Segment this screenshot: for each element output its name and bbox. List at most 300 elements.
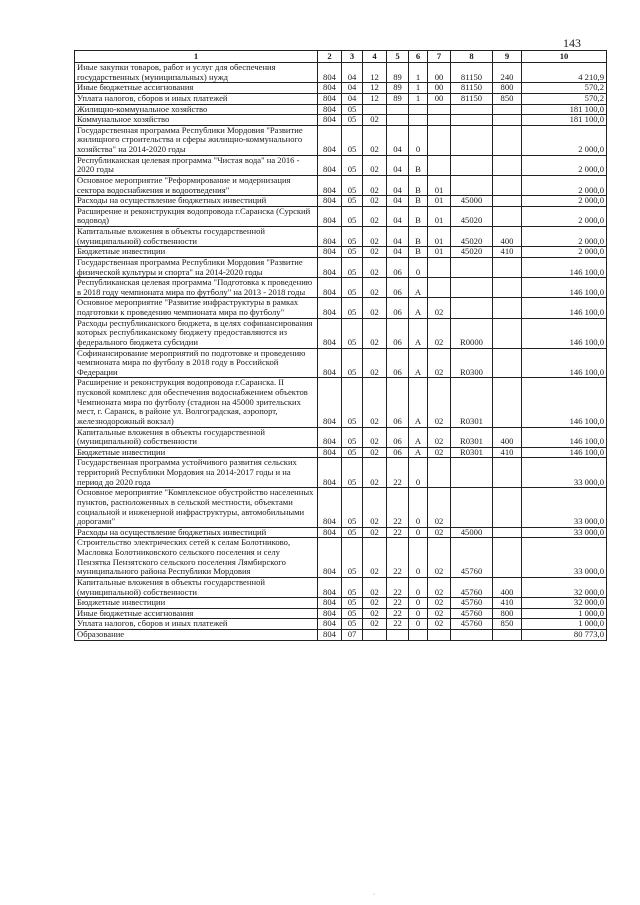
row-code: 04 bbox=[387, 227, 409, 247]
row-code: 804 bbox=[318, 63, 342, 83]
table-row bbox=[75, 458, 607, 488]
row-code: 02 bbox=[363, 206, 387, 226]
table-row bbox=[75, 527, 607, 538]
row-code: 804 bbox=[318, 247, 342, 258]
row-description: Расходы на осуществление бюджетных инвестиций bbox=[75, 196, 318, 207]
row-code bbox=[493, 104, 522, 115]
row-code: 02 bbox=[363, 125, 387, 155]
column-header: 3 bbox=[342, 51, 363, 63]
row-code: 07 bbox=[342, 630, 363, 641]
table-row bbox=[75, 115, 607, 126]
row-amount: 146 100,0 bbox=[522, 318, 607, 348]
row-code bbox=[451, 104, 493, 115]
row-code: 02 bbox=[363, 318, 387, 348]
row-code: 0 bbox=[409, 619, 428, 630]
row-code: 05 bbox=[342, 598, 363, 609]
page-number: 143 bbox=[563, 36, 581, 50]
row-code: 06 bbox=[387, 298, 409, 318]
row-code: 02 bbox=[363, 458, 387, 488]
row-code bbox=[451, 155, 493, 175]
row-description: Государственная программа Республики Мордовия "Развитие жилищного строительства и сферы жилищно-коммунального хозяйства" на 2014-2020 годы bbox=[75, 125, 318, 155]
row-code: 22 bbox=[387, 619, 409, 630]
row-code: 804 bbox=[318, 125, 342, 155]
row-code: А bbox=[409, 427, 428, 447]
row-description: Капитальные вложения в объекты государственной (муниципальной) собственности bbox=[75, 427, 318, 447]
row-code: 240 bbox=[493, 63, 522, 83]
table-row bbox=[75, 63, 607, 83]
row-code: 804 bbox=[318, 348, 342, 378]
table-row bbox=[75, 447, 607, 458]
row-code: 0 bbox=[409, 488, 428, 528]
table-body bbox=[75, 63, 607, 641]
row-code: 22 bbox=[387, 598, 409, 609]
row-amount: 146 100,0 bbox=[522, 427, 607, 447]
row-code: 89 bbox=[387, 63, 409, 83]
row-code: 0 bbox=[409, 598, 428, 609]
table-row bbox=[75, 630, 607, 641]
row-code: 06 bbox=[387, 257, 409, 277]
row-code bbox=[363, 104, 387, 115]
row-code: 410 bbox=[493, 447, 522, 458]
row-code bbox=[493, 527, 522, 538]
table-row bbox=[75, 155, 607, 175]
row-code: 05 bbox=[342, 257, 363, 277]
row-code bbox=[493, 125, 522, 155]
row-code: 804 bbox=[318, 155, 342, 175]
row-code: А bbox=[409, 378, 428, 427]
row-amount: 32 000,0 bbox=[522, 598, 607, 609]
row-code bbox=[493, 298, 522, 318]
row-code: А bbox=[409, 447, 428, 458]
row-code: 02 bbox=[363, 427, 387, 447]
row-code: 12 bbox=[363, 83, 387, 94]
row-code: 06 bbox=[387, 348, 409, 378]
row-code: 05 bbox=[342, 378, 363, 427]
table-row bbox=[75, 318, 607, 348]
row-code: 45020 bbox=[451, 247, 493, 258]
table-row bbox=[75, 227, 607, 247]
row-amount: 146 100,0 bbox=[522, 378, 607, 427]
row-code: 02 bbox=[363, 155, 387, 175]
row-code bbox=[451, 298, 493, 318]
row-code: 850 bbox=[493, 619, 522, 630]
column-header: 4 bbox=[363, 51, 387, 63]
row-code: 02 bbox=[363, 598, 387, 609]
row-description: Расходы на осуществление бюджетных инвестиций bbox=[75, 527, 318, 538]
row-code: 804 bbox=[318, 257, 342, 277]
row-code: 06 bbox=[387, 427, 409, 447]
row-amount: 33 000,0 bbox=[522, 488, 607, 528]
row-code: 410 bbox=[493, 247, 522, 258]
row-code: 04 bbox=[387, 247, 409, 258]
row-code: 06 bbox=[387, 278, 409, 298]
row-code: 02 bbox=[363, 278, 387, 298]
row-amount: 33 000,0 bbox=[522, 538, 607, 578]
row-code: 02 bbox=[363, 608, 387, 619]
row-description: Расширение и реконструкция водопровода г.Саранска. II пусковой комплекс для обеспечения водоснабжением объектов Чемпионата мира по футболу (стадион на 45000 зрительских мест, г. Саранск, в районе ул. Волгоградская, аэропорт, железнодорожный вокзал) bbox=[75, 378, 318, 427]
row-code: 04 bbox=[387, 125, 409, 155]
row-amount: 33 000,0 bbox=[522, 527, 607, 538]
scan-mark: · bbox=[373, 892, 375, 898]
row-code: А bbox=[409, 318, 428, 348]
table-row bbox=[75, 247, 607, 258]
row-code: 04 bbox=[387, 196, 409, 207]
row-code: R0300 bbox=[451, 348, 493, 378]
row-amount: 1 000,0 bbox=[522, 608, 607, 619]
table-row bbox=[75, 83, 607, 94]
row-code: 0 bbox=[409, 458, 428, 488]
row-code: 804 bbox=[318, 378, 342, 427]
row-code: 04 bbox=[387, 206, 409, 226]
row-code bbox=[387, 115, 409, 126]
row-code bbox=[493, 278, 522, 298]
row-code bbox=[493, 175, 522, 195]
row-code: 1 bbox=[409, 93, 428, 104]
row-amount: 80 773,0 bbox=[522, 630, 607, 641]
row-code: 05 bbox=[342, 488, 363, 528]
row-description: Коммунальное хозяйство bbox=[75, 115, 318, 126]
row-description: Республиканская целевая программа "Чистая вода" на 2016 - 2020 годы bbox=[75, 155, 318, 175]
row-amount: 181 100,0 bbox=[522, 104, 607, 115]
row-code: 05 bbox=[342, 247, 363, 258]
column-header: 9 bbox=[493, 51, 522, 63]
row-code: 804 bbox=[318, 630, 342, 641]
row-code bbox=[493, 257, 522, 277]
row-code: 804 bbox=[318, 447, 342, 458]
row-description: Капитальные вложения в объекты государственной (муниципальной) собственности bbox=[75, 577, 318, 597]
row-amount: 2 000,0 bbox=[522, 206, 607, 226]
row-code: 12 bbox=[363, 93, 387, 104]
row-code: 05 bbox=[342, 527, 363, 538]
row-amount: 4 210,9 bbox=[522, 63, 607, 83]
row-code: 804 bbox=[318, 488, 342, 528]
row-code: 05 bbox=[342, 125, 363, 155]
row-code: 45760 bbox=[451, 619, 493, 630]
row-code: 400 bbox=[493, 577, 522, 597]
row-description: Бюджетные инвестиции bbox=[75, 247, 318, 258]
row-code bbox=[409, 104, 428, 115]
row-amount: 570,2 bbox=[522, 83, 607, 94]
row-code: 804 bbox=[318, 83, 342, 94]
row-code: 12 bbox=[363, 63, 387, 83]
row-code bbox=[387, 630, 409, 641]
row-amount: 2 000,0 bbox=[522, 155, 607, 175]
row-amount: 1 000,0 bbox=[522, 619, 607, 630]
row-code bbox=[493, 196, 522, 207]
row-code: 02 bbox=[363, 447, 387, 458]
row-code: 81150 bbox=[451, 63, 493, 83]
row-code: 02 bbox=[363, 227, 387, 247]
row-code: 804 bbox=[318, 527, 342, 538]
row-code: 05 bbox=[342, 608, 363, 619]
table-row bbox=[75, 196, 607, 207]
table-row bbox=[75, 538, 607, 578]
row-code bbox=[451, 278, 493, 298]
row-description: Уплата налогов, сборов и иных платежей bbox=[75, 619, 318, 630]
row-amount: 2 000,0 bbox=[522, 227, 607, 247]
row-code: 05 bbox=[342, 115, 363, 126]
column-header: 1 bbox=[75, 51, 318, 63]
row-code bbox=[428, 125, 451, 155]
row-code: 02 bbox=[363, 538, 387, 578]
row-code bbox=[451, 175, 493, 195]
row-code: 850 bbox=[493, 93, 522, 104]
row-code: 01 bbox=[428, 175, 451, 195]
row-code: 45760 bbox=[451, 608, 493, 619]
row-code: 02 bbox=[363, 196, 387, 207]
row-code: 02 bbox=[363, 378, 387, 427]
row-code: 02 bbox=[363, 257, 387, 277]
row-code: 22 bbox=[387, 527, 409, 538]
row-code: 02 bbox=[428, 378, 451, 427]
row-code: R0000 bbox=[451, 318, 493, 348]
row-code: 02 bbox=[428, 608, 451, 619]
row-amount: 146 100,0 bbox=[522, 278, 607, 298]
row-amount: 146 100,0 bbox=[522, 447, 607, 458]
row-code: 1 bbox=[409, 83, 428, 94]
row-code: 01 bbox=[428, 247, 451, 258]
table-row bbox=[75, 598, 607, 609]
table-row bbox=[75, 378, 607, 427]
row-code: 05 bbox=[342, 427, 363, 447]
column-header: 2 bbox=[318, 51, 342, 63]
row-description: Софинансирование мероприятий по подготовке и проведению чемпионата мира по футболу в 2018 году в Российской Федерации bbox=[75, 348, 318, 378]
row-code: 804 bbox=[318, 538, 342, 578]
row-code: 0 bbox=[409, 257, 428, 277]
row-code: 804 bbox=[318, 104, 342, 115]
row-code: 89 bbox=[387, 93, 409, 104]
row-code: 800 bbox=[493, 83, 522, 94]
row-code: 804 bbox=[318, 227, 342, 247]
row-code: 02 bbox=[428, 488, 451, 528]
row-description: Иные бюджетные ассигнования bbox=[75, 83, 318, 94]
row-code: 00 bbox=[428, 83, 451, 94]
row-code: 45020 bbox=[451, 206, 493, 226]
table-row bbox=[75, 93, 607, 104]
row-code: 804 bbox=[318, 608, 342, 619]
row-description: Образование bbox=[75, 630, 318, 641]
row-code bbox=[493, 458, 522, 488]
row-code: 22 bbox=[387, 458, 409, 488]
row-code: 400 bbox=[493, 227, 522, 247]
table-row bbox=[75, 175, 607, 195]
row-code: 05 bbox=[342, 104, 363, 115]
row-description: Бюджетные инвестиции bbox=[75, 598, 318, 609]
table-row bbox=[75, 577, 607, 597]
row-code: 804 bbox=[318, 196, 342, 207]
row-code bbox=[493, 348, 522, 378]
table-row bbox=[75, 427, 607, 447]
row-amount: 570,2 bbox=[522, 93, 607, 104]
row-code: 22 bbox=[387, 488, 409, 528]
row-code: 81150 bbox=[451, 93, 493, 104]
row-code: 804 bbox=[318, 318, 342, 348]
row-code: 0 bbox=[409, 527, 428, 538]
row-description: Иные бюджетные ассигнования bbox=[75, 608, 318, 619]
row-code: 05 bbox=[342, 318, 363, 348]
row-code bbox=[428, 155, 451, 175]
row-code: 02 bbox=[428, 619, 451, 630]
row-code: 0 bbox=[409, 538, 428, 578]
row-code: 06 bbox=[387, 447, 409, 458]
row-description: Уплата налогов, сборов и иных платежей bbox=[75, 93, 318, 104]
row-code: 00 bbox=[428, 63, 451, 83]
column-header: 5 bbox=[387, 51, 409, 63]
row-code bbox=[493, 488, 522, 528]
row-amount: 2 000,0 bbox=[522, 175, 607, 195]
table-row bbox=[75, 206, 607, 226]
row-code: 804 bbox=[318, 298, 342, 318]
row-code: 05 bbox=[342, 206, 363, 226]
row-amount: 2 000,0 bbox=[522, 247, 607, 258]
column-header: 10 bbox=[522, 51, 607, 63]
row-description: Строительство электрических сетей к селам Болотниково, Масловка Болотниковского сельского поселения и селу Пензятка Пензятского сельского поселения Лямбирского муниципального района Республики Мордовия bbox=[75, 538, 318, 578]
row-code: 81150 bbox=[451, 83, 493, 94]
row-code: 0 bbox=[409, 125, 428, 155]
row-code: В bbox=[409, 247, 428, 258]
row-code: 804 bbox=[318, 93, 342, 104]
table-row bbox=[75, 125, 607, 155]
row-code: 45000 bbox=[451, 196, 493, 207]
row-amount: 146 100,0 bbox=[522, 257, 607, 277]
row-code bbox=[428, 630, 451, 641]
row-code: 02 bbox=[428, 447, 451, 458]
row-code bbox=[363, 630, 387, 641]
row-code: 804 bbox=[318, 115, 342, 126]
row-code bbox=[493, 318, 522, 348]
row-code: 45020 bbox=[451, 227, 493, 247]
row-code bbox=[451, 115, 493, 126]
row-code bbox=[493, 538, 522, 578]
row-description: Основное мероприятие "Реформирование и модернизация сектора водоснабжения и водоотведения" bbox=[75, 175, 318, 195]
row-code: А bbox=[409, 278, 428, 298]
row-code: 04 bbox=[342, 63, 363, 83]
table-row bbox=[75, 257, 607, 277]
row-code: 01 bbox=[428, 206, 451, 226]
row-code: 02 bbox=[363, 619, 387, 630]
row-code: 02 bbox=[428, 318, 451, 348]
row-code bbox=[451, 125, 493, 155]
table-row bbox=[75, 488, 607, 528]
row-code: В bbox=[409, 155, 428, 175]
row-code: 05 bbox=[342, 447, 363, 458]
table-row bbox=[75, 298, 607, 318]
row-code bbox=[428, 104, 451, 115]
row-code: 02 bbox=[428, 298, 451, 318]
row-code: В bbox=[409, 206, 428, 226]
row-description: Расширение и реконструкция водопровода г.Саранска (Сурский водовод) bbox=[75, 206, 318, 226]
row-code bbox=[493, 155, 522, 175]
row-amount: 146 100,0 bbox=[522, 298, 607, 318]
table-row bbox=[75, 608, 607, 619]
row-code: 01 bbox=[428, 227, 451, 247]
row-description: Республиканская целевая программа "Подготовка к проведению в 2018 году чемпионата мира по футболу" на 2013 - 2018 годы bbox=[75, 278, 318, 298]
row-code: 0 bbox=[409, 577, 428, 597]
row-code bbox=[409, 115, 428, 126]
row-code bbox=[428, 115, 451, 126]
table-row bbox=[75, 104, 607, 115]
row-code bbox=[451, 458, 493, 488]
row-code bbox=[428, 458, 451, 488]
table-row bbox=[75, 348, 607, 378]
row-code: 89 bbox=[387, 83, 409, 94]
row-description: Государственная программа устойчивого развития сельских территорий Республики Мордовия на 2014-2017 годы и на период до 2020 года bbox=[75, 458, 318, 488]
row-code: 02 bbox=[428, 527, 451, 538]
row-code: 02 bbox=[363, 298, 387, 318]
row-code: 45760 bbox=[451, 538, 493, 578]
row-code: 05 bbox=[342, 155, 363, 175]
column-header: 6 bbox=[409, 51, 428, 63]
row-description: Капитальные вложения в объекты государственной (муниципальной) собственности bbox=[75, 227, 318, 247]
row-code: 05 bbox=[342, 196, 363, 207]
row-amount: 146 100,0 bbox=[522, 348, 607, 378]
row-code: 04 bbox=[387, 175, 409, 195]
row-code: 02 bbox=[363, 488, 387, 528]
row-code: 02 bbox=[428, 598, 451, 609]
row-code: 05 bbox=[342, 619, 363, 630]
row-description: Бюджетные инвестиции bbox=[75, 447, 318, 458]
row-description: Жилищно-коммунальное хозяйство bbox=[75, 104, 318, 115]
row-code bbox=[493, 115, 522, 126]
row-code: 45760 bbox=[451, 598, 493, 609]
row-code: 02 bbox=[363, 348, 387, 378]
row-code: В bbox=[409, 227, 428, 247]
row-code bbox=[409, 630, 428, 641]
row-code: 804 bbox=[318, 175, 342, 195]
row-code: 00 bbox=[428, 93, 451, 104]
row-code: 02 bbox=[363, 175, 387, 195]
row-code: 0 bbox=[409, 608, 428, 619]
row-code: 22 bbox=[387, 608, 409, 619]
row-code: 400 bbox=[493, 427, 522, 447]
row-code: 02 bbox=[363, 247, 387, 258]
row-code bbox=[428, 278, 451, 298]
row-description: Государственная программа Республики Мордовия "Развитие физической культуры и спорта" на 2014-2020 годы bbox=[75, 257, 318, 277]
row-code: 05 bbox=[342, 298, 363, 318]
row-amount: 32 000,0 bbox=[522, 577, 607, 597]
row-code: 804 bbox=[318, 278, 342, 298]
row-amount: 33 000,0 bbox=[522, 458, 607, 488]
table-row bbox=[75, 619, 607, 630]
row-code: R0301 bbox=[451, 447, 493, 458]
row-code: 05 bbox=[342, 348, 363, 378]
row-amount: 2 000,0 bbox=[522, 125, 607, 155]
row-code: 804 bbox=[318, 427, 342, 447]
row-code: 01 bbox=[428, 196, 451, 207]
row-description: Основное мероприятие "Развитие инфраструктуры в рамках подготовки к проведению чемпионата мира по футболу" bbox=[75, 298, 318, 318]
row-code: 410 bbox=[493, 598, 522, 609]
row-code: 22 bbox=[387, 538, 409, 578]
row-code: А bbox=[409, 348, 428, 378]
row-code: 45000 bbox=[451, 527, 493, 538]
row-description: Иные закупки товаров, работ и услуг для обеспечения государственных (муниципальных) нужд bbox=[75, 63, 318, 83]
row-code: 05 bbox=[342, 278, 363, 298]
row-code bbox=[493, 206, 522, 226]
row-code bbox=[387, 104, 409, 115]
row-code: 02 bbox=[428, 348, 451, 378]
row-amount: 181 100,0 bbox=[522, 115, 607, 126]
row-code: 22 bbox=[387, 577, 409, 597]
row-code: 05 bbox=[342, 458, 363, 488]
row-code: 804 bbox=[318, 598, 342, 609]
row-code: А bbox=[409, 298, 428, 318]
row-code bbox=[428, 257, 451, 277]
row-code: 05 bbox=[342, 175, 363, 195]
row-code: 06 bbox=[387, 318, 409, 348]
row-code bbox=[451, 488, 493, 528]
row-code: 804 bbox=[318, 458, 342, 488]
column-header: 8 bbox=[451, 51, 493, 63]
